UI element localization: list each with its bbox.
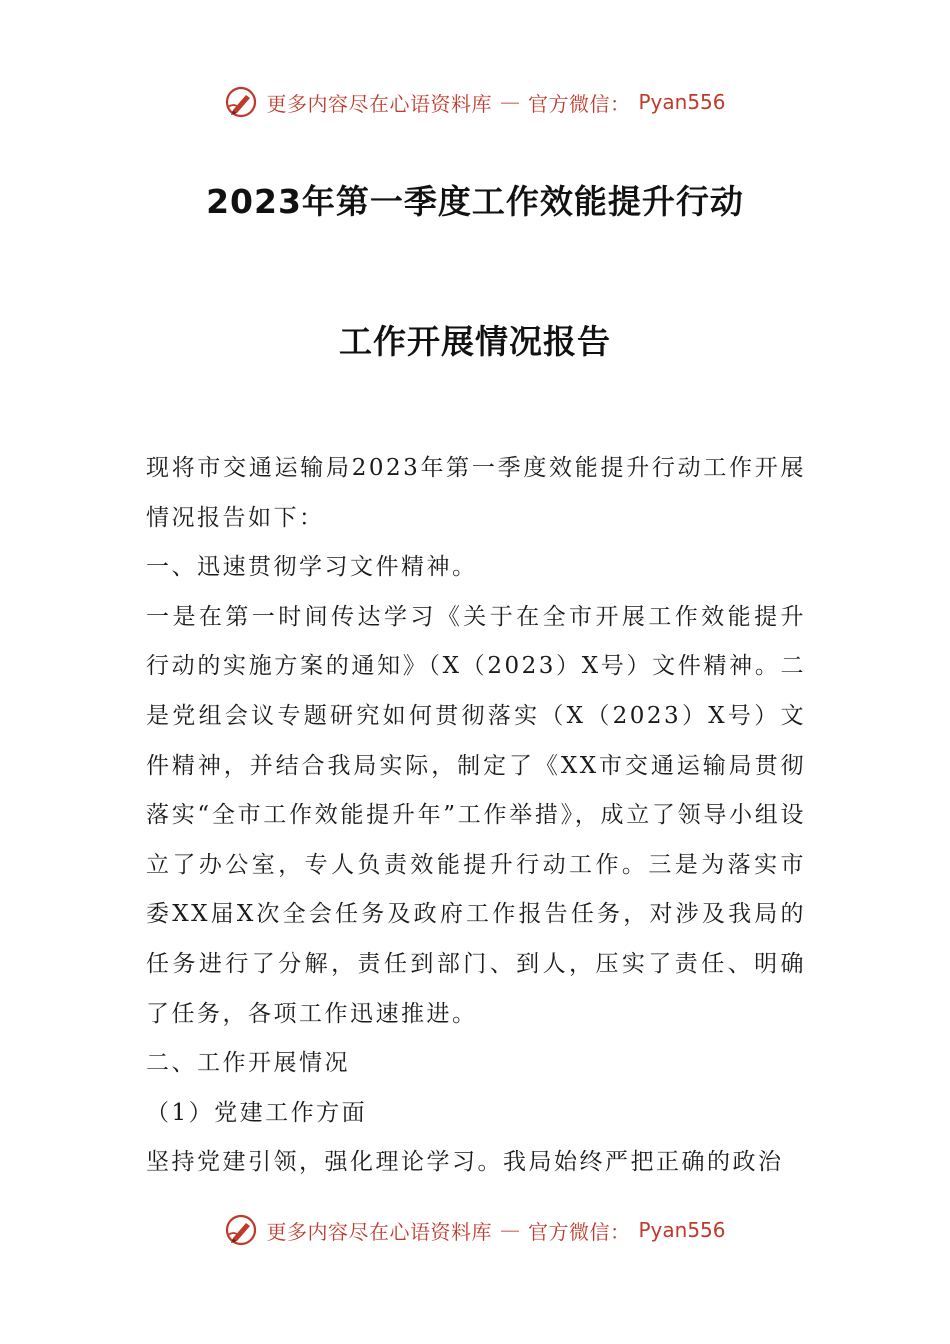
watermark-text: 更多内容尽在心语资料库 [266, 91, 492, 116]
paragraph-party-building: 坚持党建引领，强化理论学习。我局始终严把正确的政治 [146, 1149, 784, 1176]
watermark-label: 官方微信： [527, 1219, 631, 1244]
document-title-line-1: 2023年第一季度工作效能提升行动 [206, 182, 744, 221]
subsection-heading-1: （1）党建工作方面 [146, 1099, 368, 1126]
watermark-text: 更多内容尽在心语资料库 [266, 1219, 492, 1244]
watermark-dash: — [499, 1218, 520, 1242]
paragraph-section-1: 一是在第一时间传达学习《关于在全市开展工作效能提升行动的实施方案的通知》（X（2023）X号）文件精神。二是党组会议专题研究如何贯彻落实（X（2023）X号）文件精神，并结合我局实际，制定了《XX市交通运输局贯彻落实“全市工作效能提升年”工作举措》，成立了领导小组设立了办公室，专人负责效能提升行动工作。三是为落实市委XX届X次全会任务及政府工作报告任务，对涉及我局的任务进行了分解，责任到部门、到人，压实了责任、明确了任务，各项工作迅速推进。 [146, 603, 806, 1027]
footer-watermark [0, 1208, 950, 1252]
section-heading-1: 一、迅速贯彻学习文件精神。 [146, 554, 478, 581]
paragraph-intro: 现将市交通运输局2023年第一季度效能提升行动工作开展情况报告如下： [146, 455, 806, 531]
watermark-account: Pyan556 [638, 90, 726, 114]
watermark-label: 官方微信： [527, 91, 631, 116]
watermark-account: Pyan556 [638, 1218, 726, 1242]
watermark-dash: — [499, 90, 520, 114]
header-watermark [0, 80, 950, 124]
section-heading-2: 二、工作开展情况 [146, 1050, 350, 1077]
document-body [146, 444, 806, 1188]
pen-logo-icon [224, 85, 258, 119]
pen-logo-icon [224, 1213, 258, 1247]
document-title-line-2: 工作开展情况报告 [339, 322, 611, 361]
